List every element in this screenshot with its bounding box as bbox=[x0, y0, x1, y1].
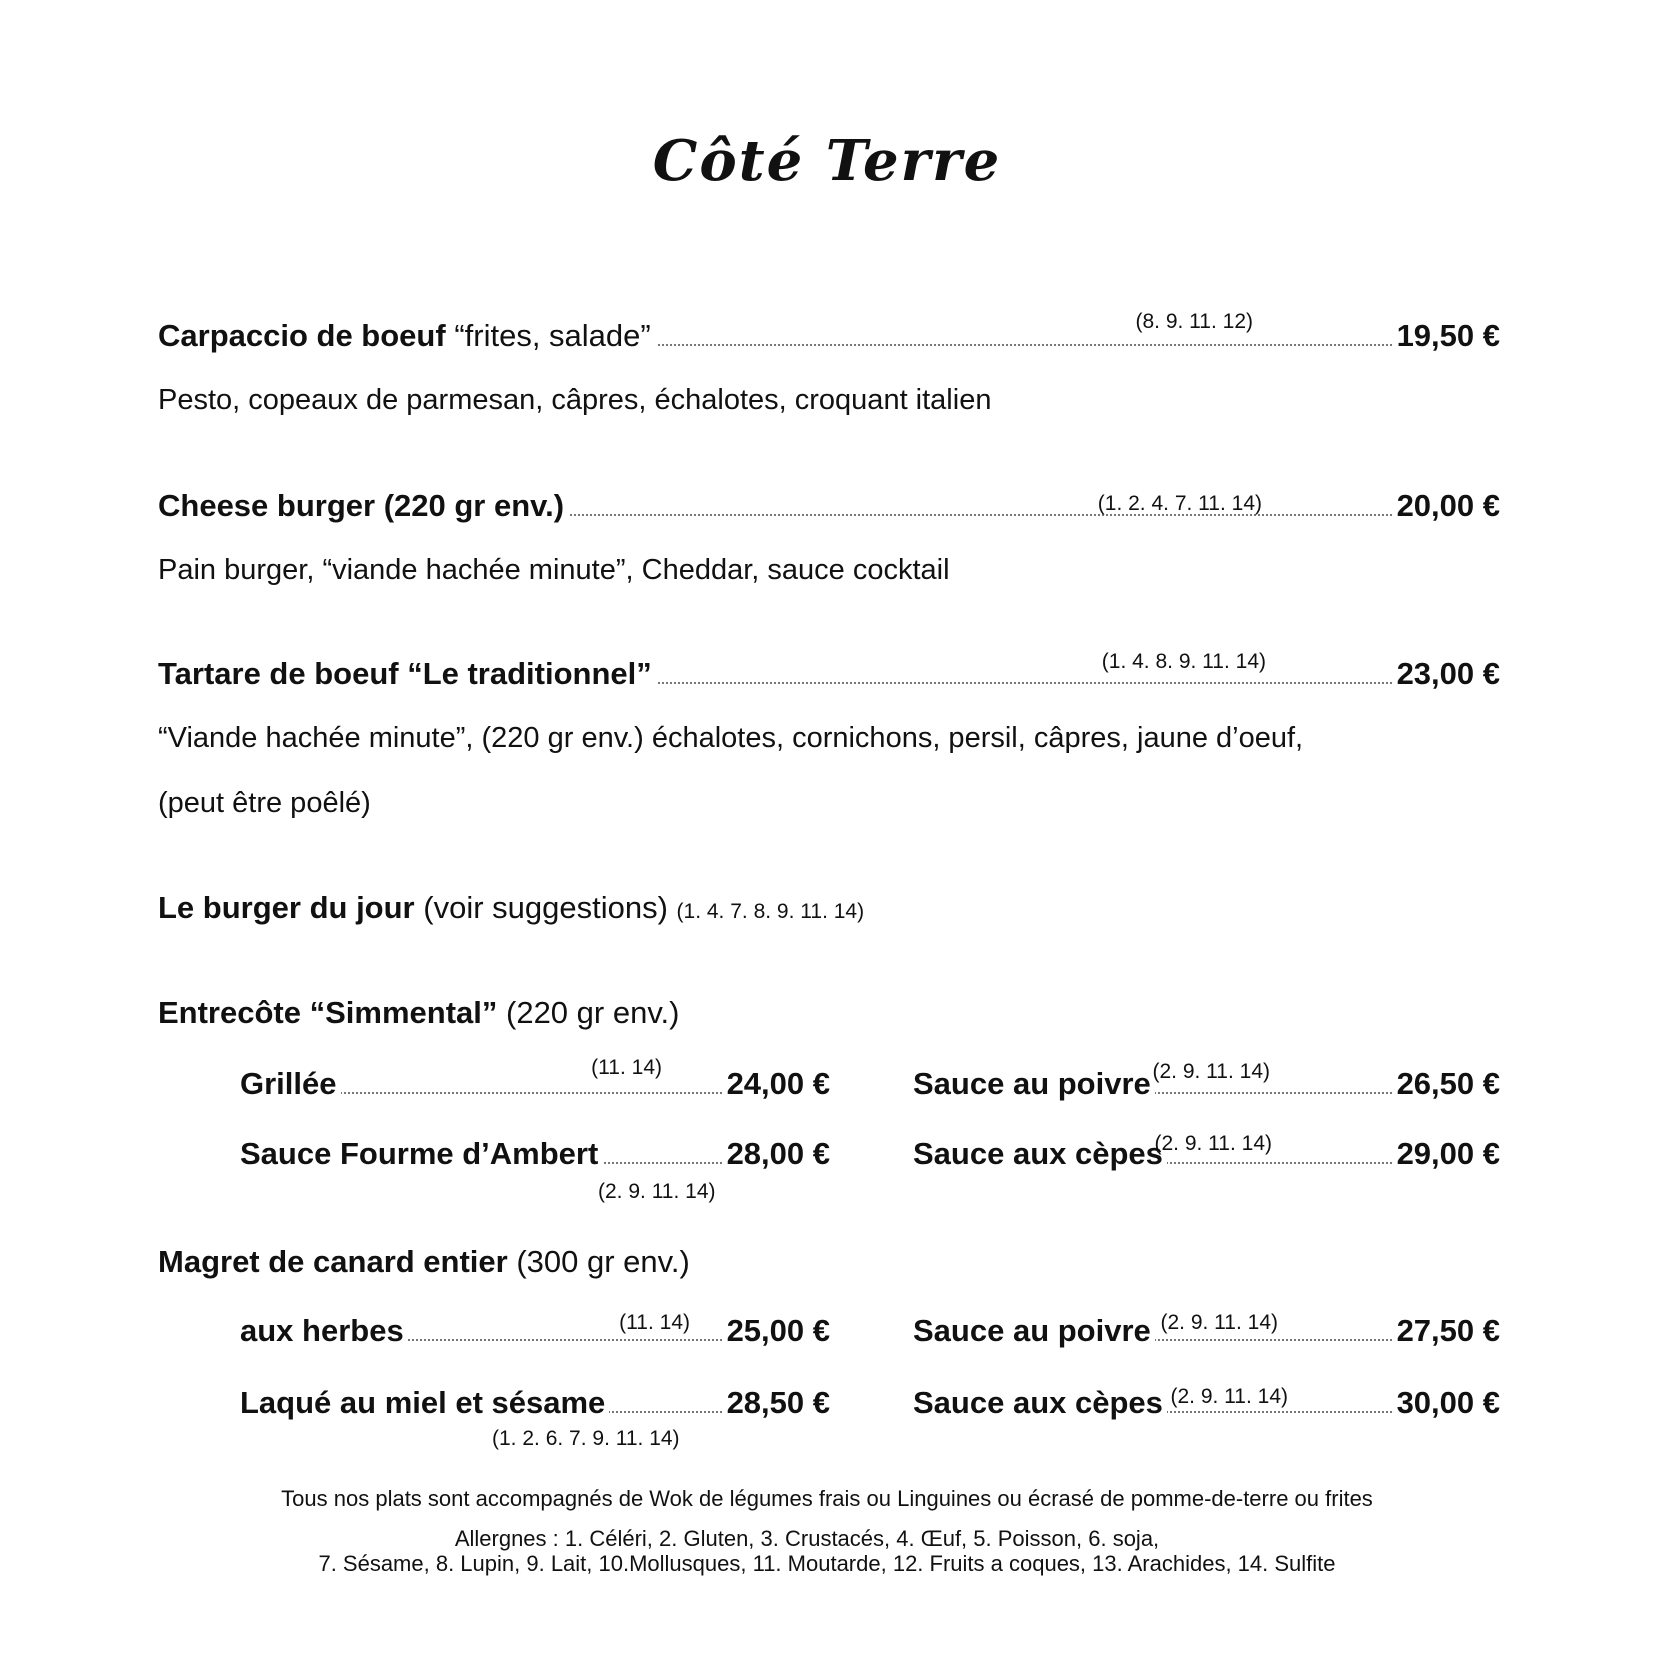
item-extra: (300 gr env.) bbox=[516, 1244, 690, 1279]
option-name: Sauce aux cèpes bbox=[913, 1385, 1167, 1421]
menu-item-carpaccio bbox=[158, 310, 1500, 354]
item-name: Le burger du jour bbox=[158, 890, 415, 925]
option-allergens: (2. 9. 11. 14) bbox=[1170, 1385, 1288, 1408]
option-cepes-magret bbox=[913, 1377, 1500, 1421]
item-description: Pain burger, “viande hachée minute”, Cheddar, sauce cocktail bbox=[158, 554, 950, 586]
option-allergens: (2. 9. 11. 14) bbox=[1154, 1132, 1272, 1155]
item-name: Carpaccio de boeuf bbox=[158, 318, 446, 353]
allergens-legend-line2: 7. Sésame, 8. Lupin, 9. Lait, 10.Mollusques, 11. Moutarde, 12. Fruits a coques, 13. Arachides, 14. Sulfite bbox=[318, 1551, 1336, 1576]
option-name: Sauce Fourme d’Ambert bbox=[240, 1136, 602, 1172]
option-grillee bbox=[240, 1058, 830, 1102]
option-name: Grillée bbox=[240, 1066, 341, 1102]
option-poivre-magret bbox=[913, 1305, 1500, 1349]
option-allergens: (2. 9. 11. 14) bbox=[1152, 1060, 1270, 1083]
option-name: Sauce au poivre bbox=[913, 1313, 1155, 1349]
item-allergens: (1. 4. 7. 8. 9. 11. 14) bbox=[676, 900, 865, 923]
item-extra: “frites, salade” bbox=[454, 318, 651, 353]
item-price: 20,00 € bbox=[1393, 488, 1500, 524]
option-cepes bbox=[913, 1128, 1500, 1172]
option-name: Sauce aux cèpes bbox=[913, 1136, 1167, 1172]
item-allergens: (1. 2. 4. 7. 11. 14) bbox=[1097, 492, 1262, 515]
option-price: 27,50 € bbox=[1393, 1313, 1500, 1349]
item-name: Entrecôte “Simmental” bbox=[158, 995, 498, 1030]
menu-item-burger-du-jour bbox=[158, 882, 1500, 926]
option-price: 28,00 € bbox=[723, 1136, 830, 1172]
page-title: Côté Terre bbox=[652, 128, 1002, 194]
option-poivre bbox=[913, 1058, 1500, 1102]
item-name: Tartare de boeuf “Le traditionnel” bbox=[158, 656, 652, 691]
option-allergens: (2. 9. 11. 14) bbox=[598, 1180, 716, 1203]
option-name: Sauce au poivre bbox=[913, 1066, 1155, 1102]
item-extra: (voir suggestions) bbox=[423, 890, 668, 925]
option-allergens: (2. 9. 11. 14) bbox=[1160, 1311, 1278, 1334]
option-price: 24,00 € bbox=[723, 1066, 830, 1102]
item-price: 19,50 € bbox=[1393, 318, 1500, 354]
option-allergens: (11. 14) bbox=[619, 1311, 690, 1334]
item-allergens: (1. 4. 8. 9. 11. 14) bbox=[1101, 650, 1266, 673]
option-herbes bbox=[240, 1305, 830, 1349]
menu-item-magret bbox=[158, 1236, 1500, 1280]
item-extra: (220 gr env.) bbox=[506, 995, 680, 1030]
item-name: Magret de canard entier bbox=[158, 1244, 508, 1279]
item-name: Cheese burger (220 gr env.) bbox=[158, 488, 565, 523]
option-laque bbox=[240, 1377, 830, 1421]
item-price: 23,00 € bbox=[1393, 656, 1500, 692]
option-allergens: (1. 2. 6. 7. 9. 11. 14) bbox=[492, 1427, 680, 1450]
option-price: 25,00 € bbox=[723, 1313, 830, 1349]
sides-note: Tous nos plats sont accompagnés de Wok de légumes frais ou Linguines ou écrasé de pomme-de-terre ou frites bbox=[281, 1486, 1373, 1511]
item-description: Pesto, copeaux de parmesan, câpres, échalotes, croquant italien bbox=[158, 384, 992, 416]
menu-item-entrecote bbox=[158, 987, 1500, 1031]
allergens-legend-line1: Allergnes : 1. Céléri, 2. Gluten, 3. Crustacés, 4. Œuf, 5. Poisson, 6. soja, bbox=[454, 1526, 1160, 1551]
item-description: “Viande hachée minute”, (220 gr env.) échalotes, cornichons, persil, câpres, jaune d’oeuf, bbox=[158, 722, 1304, 754]
menu-item-cheese-burger bbox=[158, 480, 1500, 524]
option-price: 30,00 € bbox=[1393, 1385, 1500, 1421]
option-name: Laqué au miel et sésame bbox=[240, 1385, 609, 1421]
option-fourme bbox=[240, 1128, 830, 1172]
menu-item-tartare bbox=[158, 648, 1500, 692]
item-description-note: (peut être poêlé) bbox=[158, 787, 371, 819]
item-allergens: (8. 9. 11. 12) bbox=[1135, 310, 1253, 333]
option-price: 29,00 € bbox=[1393, 1136, 1500, 1172]
option-allergens: (11. 14) bbox=[591, 1056, 662, 1079]
option-price: 28,50 € bbox=[723, 1385, 830, 1421]
option-price: 26,50 € bbox=[1393, 1066, 1500, 1102]
option-name: aux herbes bbox=[240, 1313, 408, 1349]
